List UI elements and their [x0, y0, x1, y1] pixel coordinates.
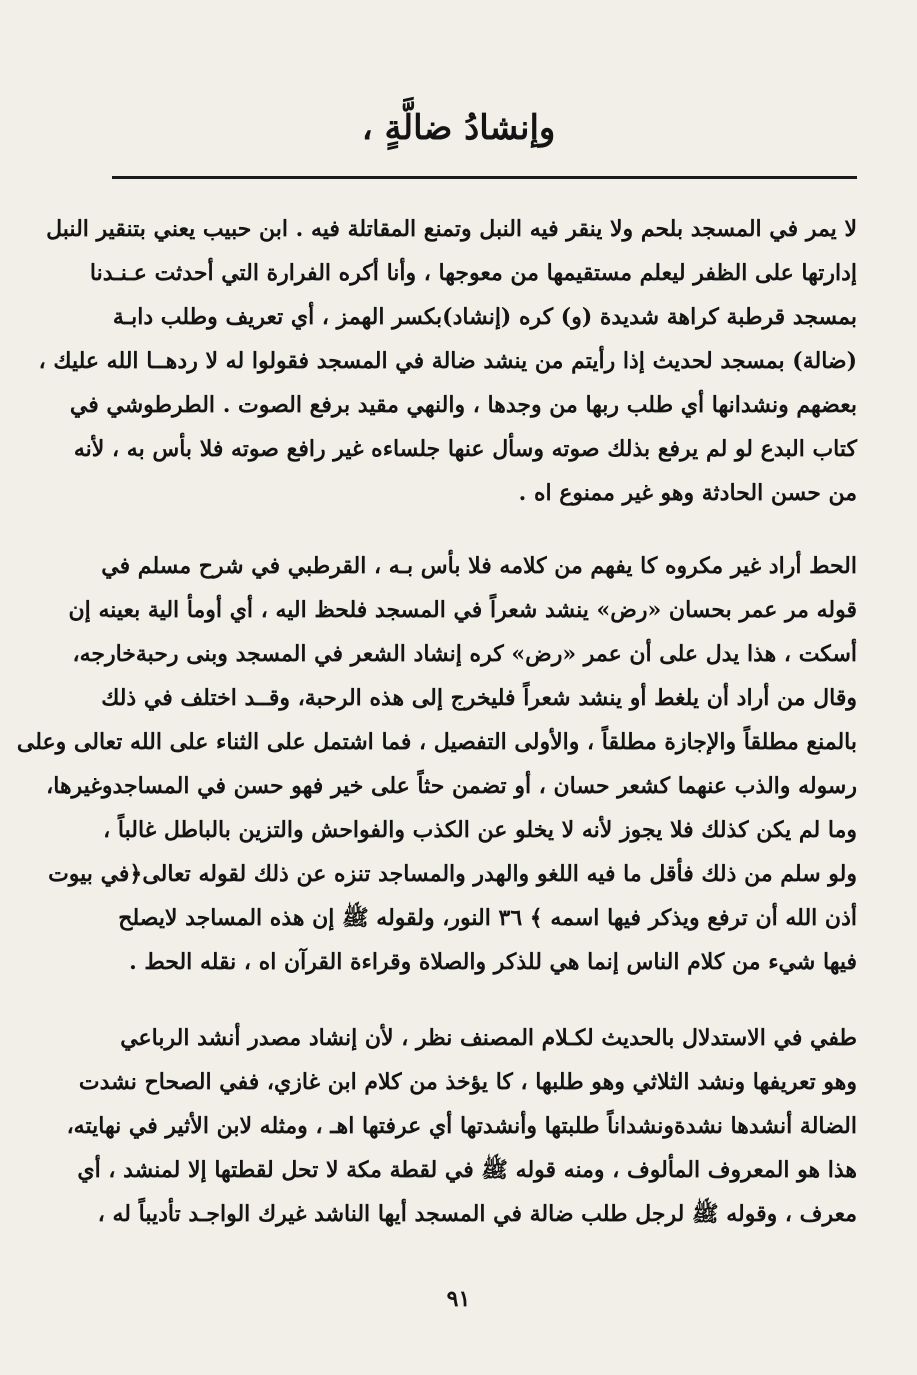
paragraph-1	[38, 207, 857, 515]
text-line: وقال من أراد أن يلغط أو ينشد شعراً فليخرج إلى هذه الرحبة، وقــد اختلف في ذلك	[101, 685, 857, 711]
text-line: لا يمر في المسجد بلحم ولا ينقر فيه النبل وتمنع المقاتلة فيه . ابن حبيب يعني بتنقير النبل	[46, 216, 857, 242]
text-line: وما لم يكن كذلك فلا يجوز لأنه لا يخلو عن الكذب والفواحش والتزين بالباطل غالباً ،	[103, 817, 857, 843]
text-line: وهو تعريفها ونشد الثلاثي وهو طلبها ، كا يؤخذ من كلام ابن غازي، ففي الصحاح نشدت	[78, 1069, 857, 1095]
paragraph-3	[66, 1016, 857, 1236]
text-line: بالمنع مطلقاً والإجازة مطلقاً ، والأولى التفصيل ، فما اشتمل على الثناء على الله تعالى وعلى	[16, 729, 857, 755]
text-line: قوله مر عمر بحسان «رض» ينشد شعراً في المسجد فلحظ اليه ، أي أومأ الية بعينه إن	[68, 597, 857, 623]
page-header-title: وإنشادُ ضالَّةٍ ،	[361, 108, 556, 148]
page-number: ٩١	[446, 1286, 471, 1312]
header-divider	[112, 176, 857, 179]
text-line: أسكت ، هذا يدل على أن عمر «رض» كره إنشاد الشعر في المسجد وبنى رحبةخارجه،	[72, 641, 857, 667]
text-line: بعضهم ونشدانها أي طلب ربها من وجدها ، والنهي مقيد برفع الصوت . الطرطوشي في	[69, 392, 857, 418]
text-line: أذن الله أن ترفع ويذكر فيها اسمه ﴾ ٣٦ النور، ولقوله ﷺ إن هذه المساجد لايصلح	[118, 905, 857, 931]
text-line: إدارتها على الظفر ليعلم مستقيمها من معوجها ، وأنا أكره الفرارة التي أحدثت عـنـدنا	[89, 260, 857, 286]
paragraph-2	[16, 544, 857, 984]
text-line: بمسجد قرطبة كراهة شديدة (و) كره (إنشاد)بكسر الهمز ، أي تعريف وطلب دابـة	[112, 304, 857, 330]
text-line: الحط أراد غير مكروه كا يفهم من كلامه فلا بأس بـه ، القرطبي في شرح مسلم في	[101, 553, 857, 579]
text-line: الضالة أنشدها نشدةونشداناً طلبتها وأنشدتها أي عرفتها اهـ ، ومثله لابن الأثير في نهايته،	[66, 1113, 857, 1139]
text-line: كتاب البدع لو لم يرفع بذلك صوته وسأل عنها جلساءه غير رافع صوته فلا بأس به ، لأنه	[73, 436, 857, 462]
text-line: من حسن الحادثة وهو غير ممنوع اه .	[518, 480, 857, 506]
text-line: فيها شيء من كلام الناس إنما هي للذكر والصلاة وقراءة القرآن اه ، نقله الحط .	[129, 949, 857, 975]
text-line: معرف ، وقوله ﷺ لرجل طلب ضالة في المسجد أيها الناشد غيرك الواجـد تأديباً له ،	[97, 1201, 857, 1227]
text-line: طفي في الاستدلال بالحديث لكـلام المصنف نظر ، لأن إنشاد مصدر أنشد الرباعي	[120, 1025, 857, 1051]
text-line: ولو سلم من ذلك فأقل ما فيه اللغو والهدر والمساجد تنزه عن ذلك لقوله تعالى﴿في بيوت	[48, 861, 857, 887]
text-line: (ضالة) بمسجد لحديث إذا رأيتم من ينشد ضالة في المسجد فقولوا له لا ردهــا الله عليك ،	[38, 348, 857, 374]
text-line: هذا هو المعروف المألوف ، ومنه قوله ﷺ في لقطة مكة لا تحل لقطتها إلا لمنشد ، أي	[77, 1157, 857, 1183]
text-line: رسوله والذب عنهما كشعر حسان ، أو تضمن حثاً على خير فهو حسن في المساجدوغيرها،	[46, 773, 857, 799]
